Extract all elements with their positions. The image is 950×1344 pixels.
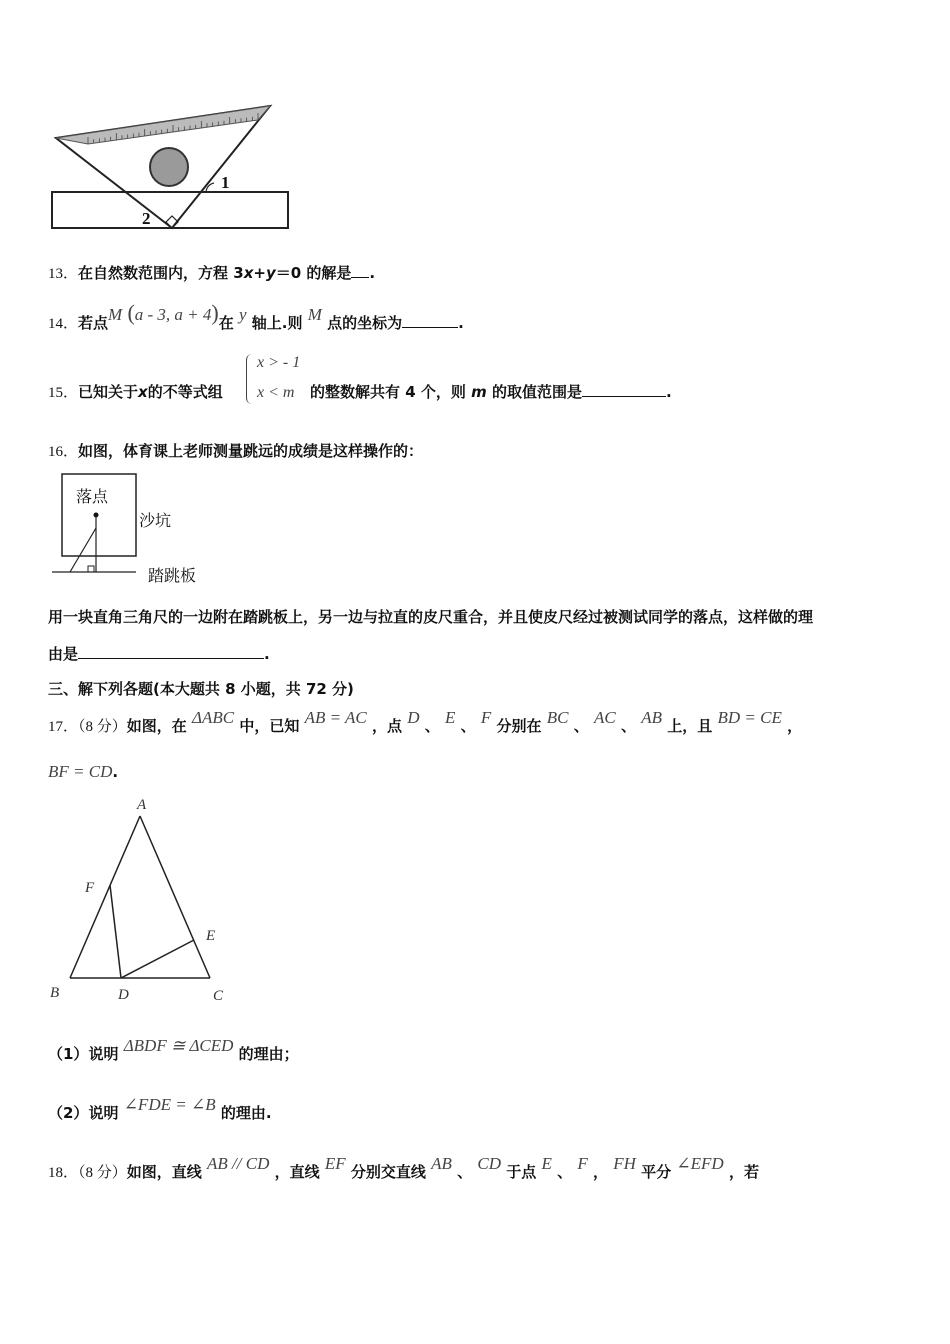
q16-text: 如图，体育课上老师测量跳远的成绩是这样操作的：: [78, 442, 424, 460]
q17-math-bd-ce: BD = CE: [717, 708, 782, 727]
set-square-figure: [48, 100, 298, 235]
q17-math-D: D: [407, 708, 420, 727]
q13-answer-blank: [351, 263, 369, 278]
q17-math-bf-cd: BF = CD: [48, 762, 113, 781]
q18-t4: 于点: [506, 1163, 537, 1181]
q17-math-E: E: [445, 708, 456, 727]
q17-sub2-math: ∠FDE = ∠B: [123, 1095, 216, 1114]
q14-text-b: 在: [218, 314, 234, 332]
q15-end: .: [665, 383, 672, 401]
q17-t4: 分别在: [496, 717, 542, 735]
segment-fd: [110, 885, 121, 978]
vertex-label-B: B: [50, 985, 60, 1001]
q17-sub1-t1: 说明: [88, 1045, 119, 1063]
triangle-hyp: [70, 528, 96, 572]
fig-label-pit: 沙坑: [139, 511, 172, 530]
q17-sub2-t2: 的理由.: [220, 1104, 272, 1122]
vertex-label-A: A: [137, 797, 147, 813]
q13-eq-x: x: [243, 264, 254, 282]
q17-t6: ，: [787, 717, 803, 735]
q17-math-BC: BC: [546, 708, 569, 727]
q17-t5: 上，且: [667, 717, 713, 735]
circle-shape: [150, 148, 188, 186]
angle-label-1: 1: [221, 173, 230, 192]
angle-label-2: 2: [142, 209, 151, 228]
q18-math-E: E: [541, 1154, 552, 1173]
q16-paragraph-1: 用一块直角三角尺的一边附在踏跳板上，另一边与拉直的皮尺重合，并且使皮尺经过被测试同学的落点，这样做的理: [48, 608, 814, 626]
q16-paragraph-2: [48, 643, 270, 664]
q13-end: .: [369, 264, 376, 282]
question-13: [48, 262, 375, 283]
q13-text-a: 在自然数范围内，方程: [78, 264, 234, 282]
q17-sub2-t1: 说明: [88, 1104, 119, 1122]
q17-t2: 中，已知: [239, 717, 300, 735]
q16-number: 16．: [48, 444, 79, 460]
question-16: [48, 440, 423, 461]
q14-rparen: ): [211, 300, 219, 325]
ruler-bar: [52, 192, 288, 228]
vertex-label-C: C: [213, 988, 224, 1004]
question-17-line2: [48, 762, 118, 782]
q13-text-b: 的解是: [301, 264, 352, 282]
question-18: [48, 1154, 759, 1182]
q17-sub-1: [48, 1036, 299, 1064]
q18-math-CD: CD: [477, 1154, 502, 1173]
q18-t6: ，若: [728, 1163, 759, 1181]
side-ac: [140, 816, 210, 978]
q14-math-M: M: [108, 305, 123, 324]
q16-answer-blank: [78, 644, 264, 659]
q18-math-F: F: [577, 1154, 588, 1173]
fig-label-board: 踏跳板: [148, 566, 197, 585]
q17-sep3: 、: [573, 717, 589, 735]
q17-sep2: 、: [460, 717, 476, 735]
q17-sep1: 、: [424, 717, 440, 735]
question-17: [48, 708, 803, 736]
q15-text-c: 的整数解共有 4 个，则: [310, 383, 472, 401]
q15-math-x: x: [138, 383, 148, 401]
q18-t3: 分别交直线: [350, 1163, 426, 1181]
q14-number: 14．: [48, 316, 79, 332]
q18-math-ab-cd: AB // CD: [207, 1154, 270, 1173]
question-15: [48, 381, 223, 402]
side-ab: [70, 816, 140, 978]
q18-sep3: ，: [593, 1163, 609, 1181]
q13-eq-plus: +: [253, 264, 266, 282]
question-15-cont: [310, 381, 672, 402]
segment-de: [121, 940, 194, 978]
q17-score: （8 分）: [78, 719, 127, 735]
q15-text-d: 的取值范围是: [486, 383, 582, 401]
q14-answer-blank: [402, 313, 458, 328]
section-3-title: 三、解下列各题(本大题共 8 小题，共 72 分): [48, 680, 354, 698]
q15-system-brace: [246, 354, 253, 404]
q17-sub2-label: （2）: [48, 1104, 89, 1122]
q14-math-y: y: [238, 305, 247, 324]
q17-sub1-label: （1）: [48, 1045, 89, 1063]
q17-math-AC: AC: [593, 708, 616, 727]
q15-inequality-1: x > - 1: [257, 354, 301, 371]
q17-sep4: 、: [620, 717, 636, 735]
q17-t7: .: [112, 763, 119, 781]
q18-math-FH: FH: [613, 1154, 636, 1173]
q18-math-AB: AB: [431, 1154, 452, 1173]
q17-math-AB: AB: [641, 708, 662, 727]
triangle-abc-figure: [40, 790, 250, 1010]
q15-math-m: m: [471, 383, 487, 401]
q17-sub1-math: ΔBDF ≅ ΔCED: [123, 1036, 234, 1055]
q16-para2-text: 由是: [48, 645, 79, 663]
q14-end: .: [458, 314, 464, 332]
q14-coords: a - 3, a + 4: [134, 305, 212, 324]
q15-answer-blank: [582, 382, 666, 397]
q15-text-b: 的不等式组: [147, 383, 223, 401]
q14-text-a: 若点: [78, 314, 109, 332]
q15-number: 15．: [48, 385, 79, 401]
q18-t1: 如图，直线: [126, 1163, 202, 1181]
q18-number: 18．: [48, 1165, 79, 1181]
q14-text-c: 轴上.则: [251, 314, 303, 332]
q13-eq-rest: ＝0: [275, 264, 302, 282]
vertex-label-D: D: [118, 987, 129, 1003]
q18-sep1: 、: [457, 1163, 473, 1181]
q18-sep2: 、: [557, 1163, 573, 1181]
q14-text-d: 点的坐标为: [327, 314, 403, 332]
long-jump-figure: [48, 470, 228, 585]
fig-label-landing: 落点: [76, 487, 109, 506]
vertex-label-E: E: [206, 928, 216, 944]
q15-text-a: 已知关于: [78, 383, 139, 401]
q14-lparen: (: [127, 300, 135, 325]
q18-score: （8 分）: [78, 1165, 127, 1181]
q18-t5: 平分: [641, 1163, 672, 1181]
q13-number: 13．: [48, 266, 79, 282]
q18-t2: ，直线: [274, 1163, 320, 1181]
q13-eq-y: y: [265, 264, 276, 282]
q17-sub-2: [48, 1095, 272, 1123]
q17-sub1-t2: 的理由；: [238, 1045, 299, 1063]
question-14: [48, 300, 464, 334]
q17-number: 17．: [48, 719, 79, 735]
q16-end: .: [264, 645, 270, 663]
vertex-label-F: F: [85, 880, 95, 896]
q17-t3: ，点: [372, 717, 403, 735]
q17-math-F: F: [480, 708, 492, 727]
q18-math-angle-efd: ∠EFD: [676, 1154, 724, 1173]
right-angle-box: [88, 566, 94, 572]
q13-eq-3: 3: [233, 264, 244, 282]
q17-math-triangle: ΔABC: [192, 708, 235, 727]
q18-math-EF: EF: [324, 1154, 346, 1173]
q17-math-ab-ac: AB = AC: [304, 708, 367, 727]
q14-math-M2: M: [307, 305, 322, 324]
q17-t1: 如图，在: [126, 717, 187, 735]
q15-inequality-2: x < m: [257, 384, 295, 401]
